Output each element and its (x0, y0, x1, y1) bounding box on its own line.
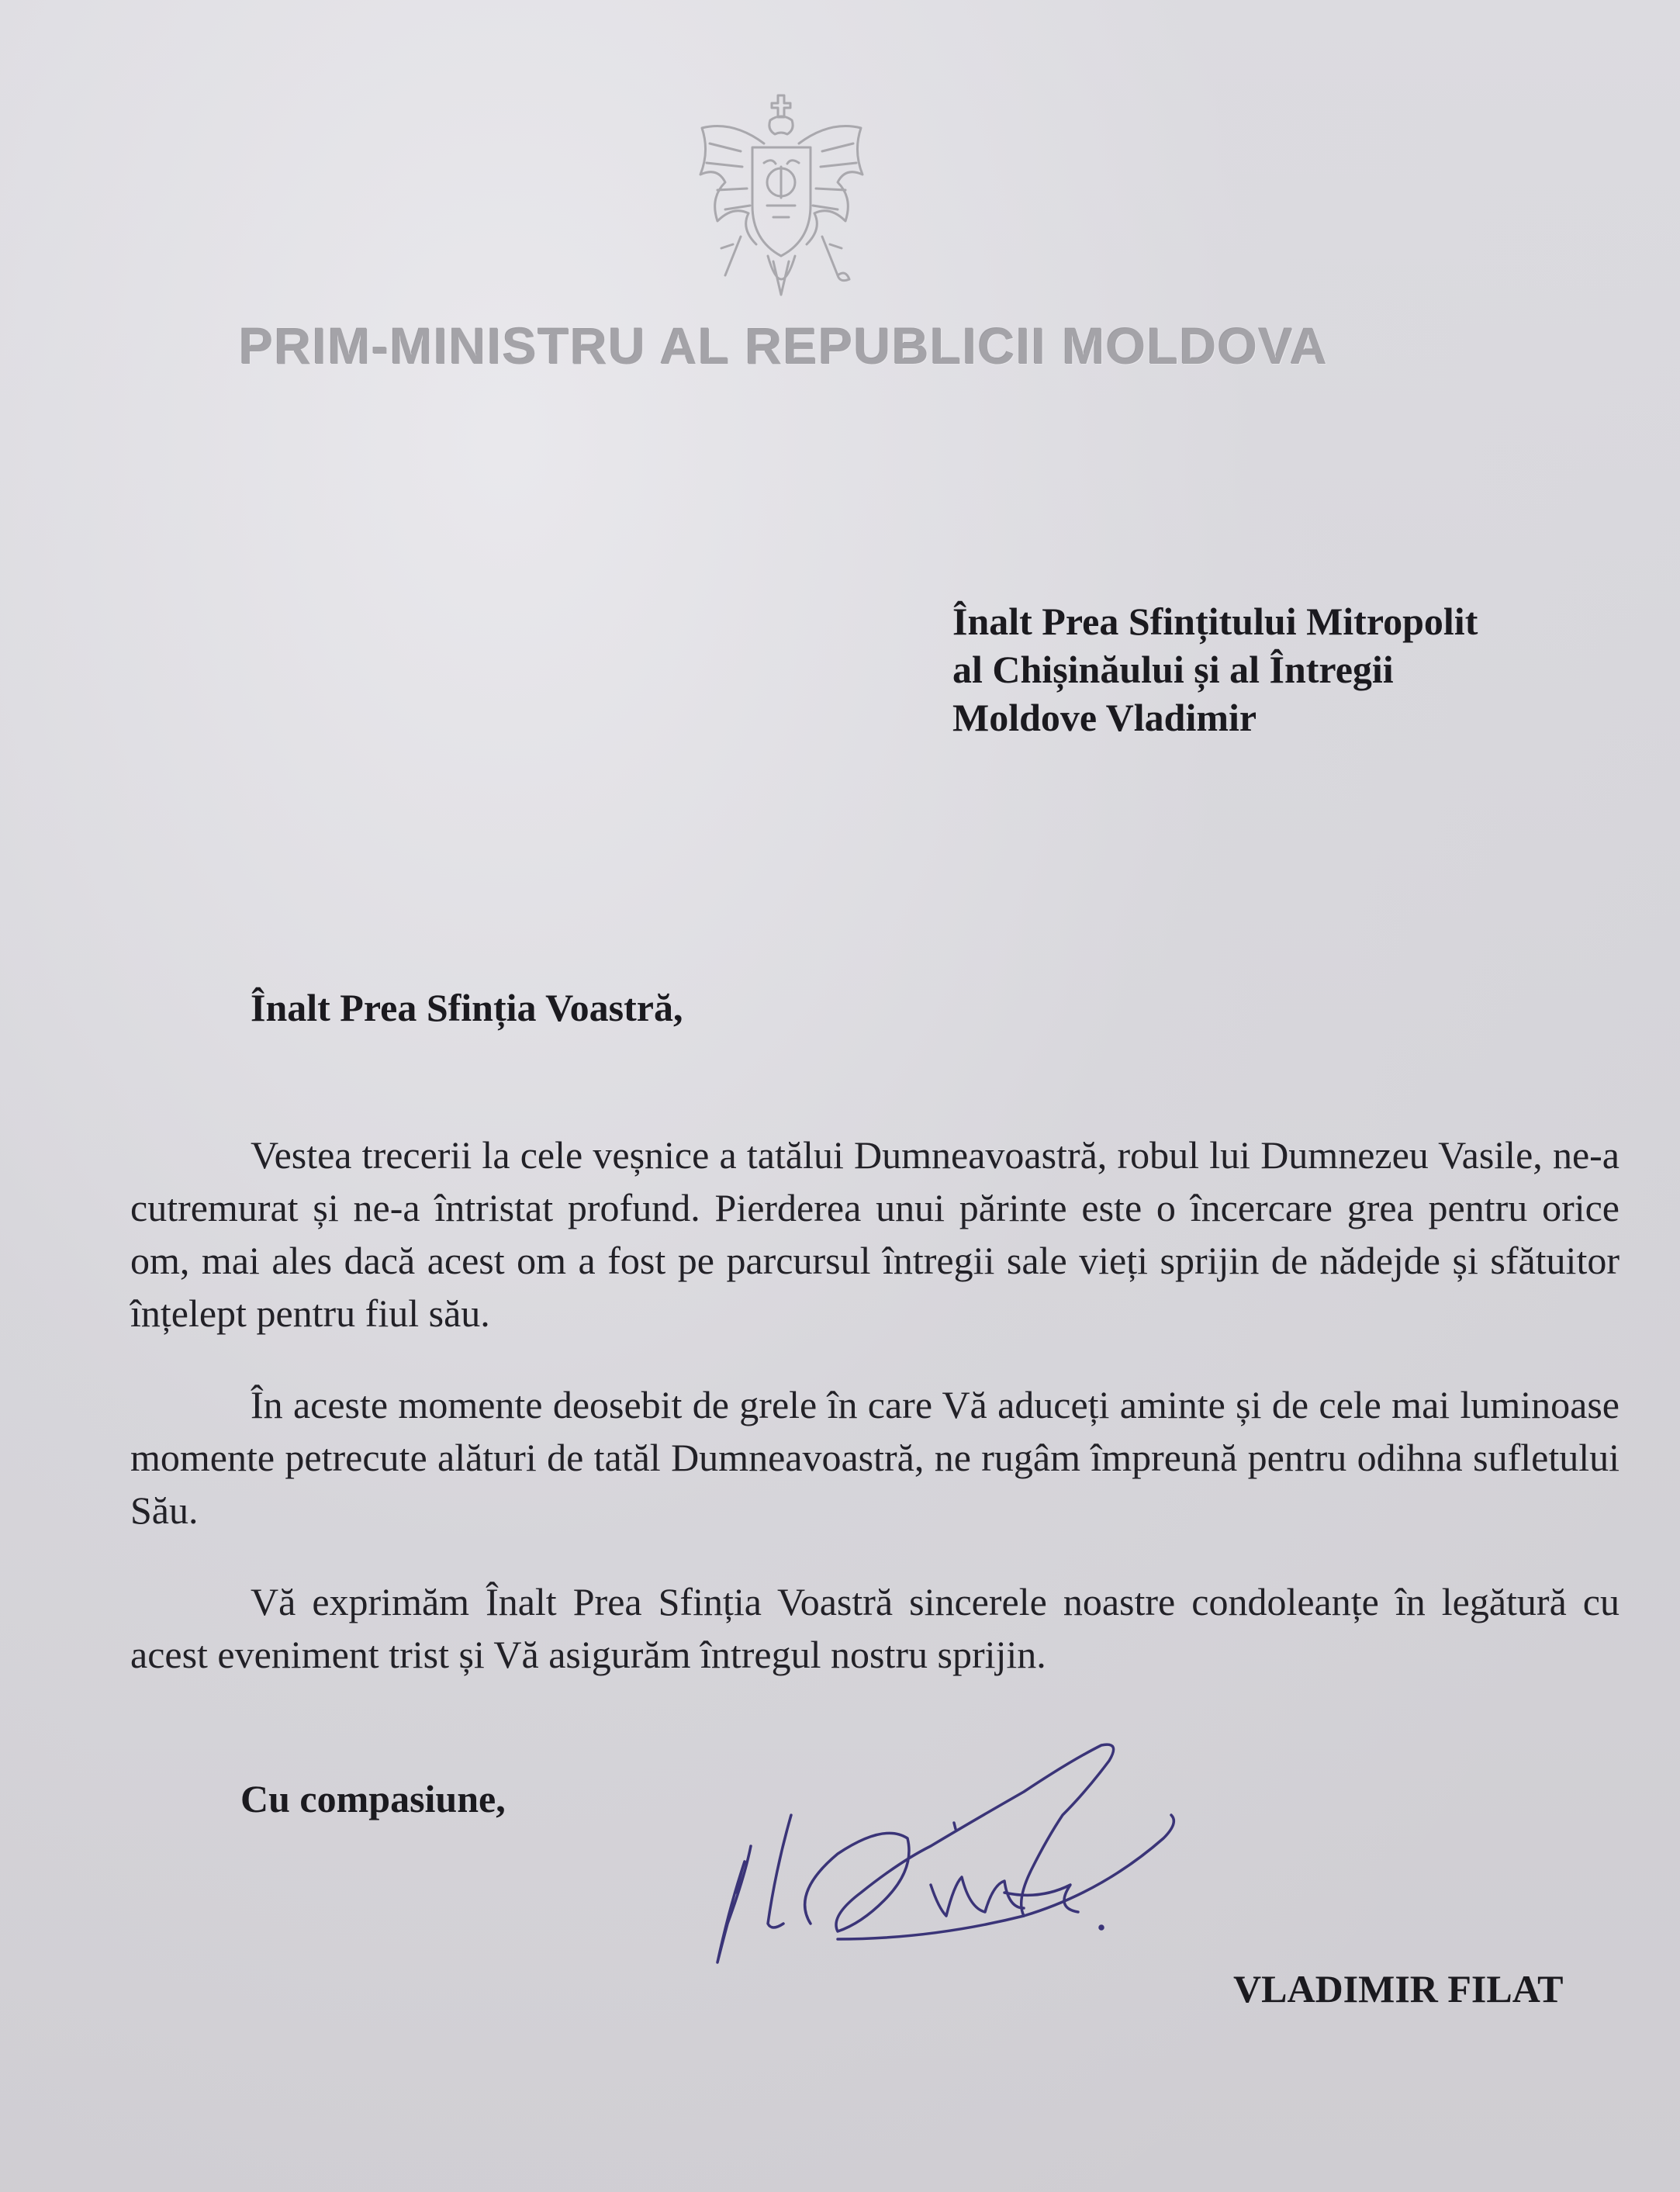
moldova-coat-of-arms-icon (686, 89, 876, 314)
body-paragraph: Vestea trecerii la cele veșnice a tatălui Dumneavoastră, robul lui Dumnezeu Vasile, ne-a cutremurat și ne-a întristat profund. Pierderea unui părinte este o încercare grea pentru orice om, mai ales dacă acest om a fost pe parcursul întregii sale vieți sprijin de nădejde și sfătuitor înțelept pentru fiul său. (130, 1133, 1620, 1335)
letter-body (130, 1129, 1620, 1720)
signer-name: VLADIMIR FILAT (1233, 1967, 1564, 2010)
addressee-line: al Chișinăului și al Întregii (952, 648, 1394, 691)
addressee-block (952, 597, 1478, 742)
body-paragraph: În aceste momente deosebit de grele în care Vă aduceți aminte și de cele mai luminoase momente petrecute alături de tatăl Dumneavoastră, ne rugâm împreună pentru odihna sufletului Său. (130, 1383, 1620, 1532)
body-paragraph: Vă exprimăm Înalt Prea Sfinția Voastră sincerele noastre condoleanțe în legătură cu acest eveniment trist și Vă asigurăm întregul nostru sprijin. (130, 1580, 1620, 1676)
handwritten-signature (698, 1730, 1225, 1993)
salutation: Înalt Prea Sfinția Voastră, (251, 986, 683, 1029)
addressee-line: Moldove Vladimir (952, 696, 1257, 739)
letterhead-title: PRIM-MINISTRU AL REPUBLICII MOLDOVA (239, 317, 1329, 375)
closing: Cu compasiune, (240, 1777, 506, 1820)
addressee-line: Înalt Prea Sfințitului Mitropolit (952, 600, 1478, 643)
